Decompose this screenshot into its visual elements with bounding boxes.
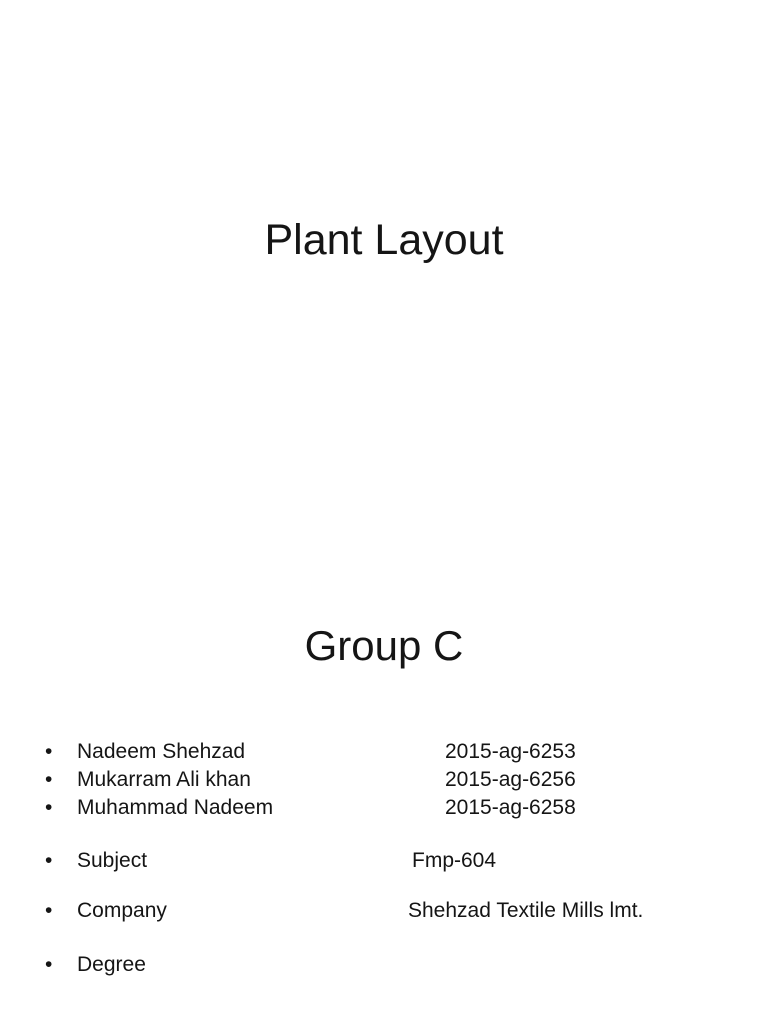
company-label: Company [77, 899, 167, 922]
subject-label: Subject [77, 849, 148, 872]
member-name: Muhammad Nadeem [77, 796, 274, 819]
list-item-member [0, 794, 768, 822]
degree-label: Degree [77, 953, 146, 976]
member-name: Mukarram Ali khan [77, 768, 251, 791]
member-id: 2015-ag-6253 [445, 740, 576, 763]
list-item-member [0, 766, 768, 794]
slide-title: Plant Layout [264, 216, 504, 264]
member-id: 2015-ag-6256 [445, 768, 576, 791]
list-item-member [0, 738, 768, 766]
list-item-degree [0, 951, 768, 979]
subject-value: Fmp-604 [412, 849, 497, 872]
bullet-dot-icon: • [45, 849, 53, 872]
bullet-dot-icon: • [45, 899, 53, 922]
list-item-company [0, 897, 768, 925]
bullet-dot-icon: • [45, 796, 53, 819]
company-value: Shehzad Textile Mills lmt. [408, 899, 644, 922]
member-name: Nadeem Shehzad [77, 740, 246, 763]
bullet-dot-icon: • [45, 953, 53, 976]
list-item-subject [0, 847, 768, 875]
bullet-dot-icon: • [45, 740, 53, 763]
bullet-dot-icon: • [45, 768, 53, 791]
group-heading: Group C [304, 622, 464, 669]
member-id: 2015-ag-6258 [445, 796, 576, 819]
